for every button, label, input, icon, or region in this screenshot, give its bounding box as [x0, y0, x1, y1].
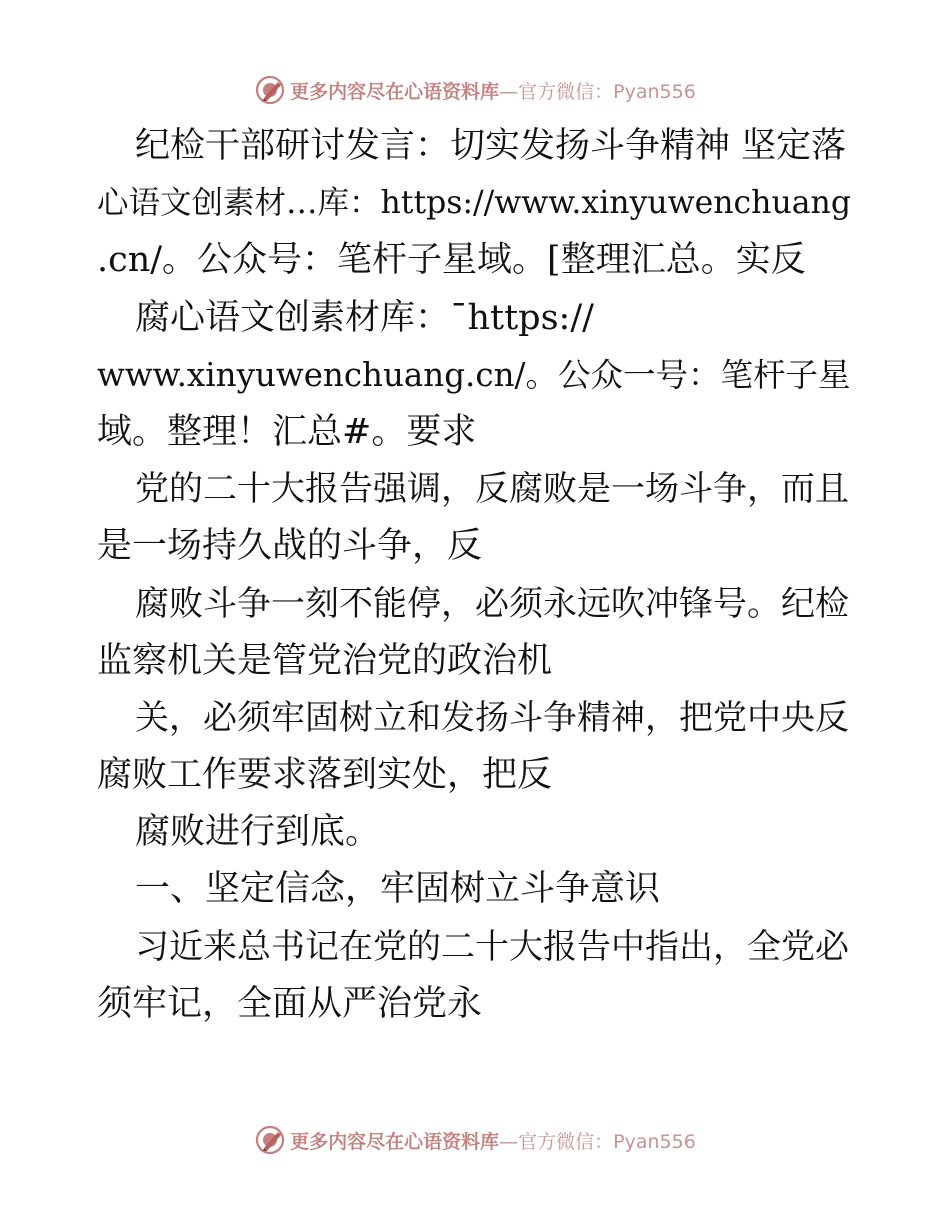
pen-logo-icon	[254, 74, 286, 106]
text-line: 须牢记，全面从严治党永	[97, 983, 483, 1024]
pen-logo-icon	[254, 1124, 286, 1156]
text-line: 关，必须牢固树立和发扬斗争精神，把党中央反	[135, 697, 849, 738]
watermark-brand: 更多内容尽在心语资料库	[290, 1130, 500, 1153]
watermark-contact: —官方微信：Pyan556	[499, 80, 696, 103]
text-line: .cn/。公众号：笔杆子星域。[整理汇总。实反	[97, 240, 806, 281]
text-line: 党的二十大报告强调，反腐败是一场斗争，而且	[135, 469, 849, 510]
text-line: 心语文创素材…库：https://www.xinyuwenchuang	[97, 185, 851, 222]
text-line: 监察机关是管党治党的政治机	[97, 640, 553, 681]
header-watermark	[0, 70, 950, 110]
text-line: 域。整理！汇总#。要求	[97, 411, 477, 452]
text-line: 腐败斗争一刻不能停，必须永远吹冲锋号。纪检	[135, 583, 849, 624]
text-line: 是一场持久战的斗争，反	[97, 526, 483, 567]
section-heading: 一、坚定信念，牢固树立斗争意识	[135, 869, 661, 910]
footer-watermark	[0, 1120, 950, 1160]
text-line: 习近来总书记在党的二十大报告中指出，全党必	[135, 926, 849, 967]
text-line: 纪检干部研讨发言：切实发扬斗争精神 坚定落	[135, 126, 847, 166]
text-line: 腐败进行到底。	[135, 812, 381, 853]
document-body	[97, 118, 857, 1033]
text-line: 腐败工作要求落到实处，把反	[97, 755, 553, 796]
watermark-contact: —官方微信：Pyan556	[499, 1130, 696, 1153]
watermark-brand: 更多内容尽在心语资料库	[290, 80, 500, 103]
text-line: www.xinyuwenchuang.cn/。公众一号：笔杆子星	[97, 355, 851, 394]
text-line: 腐心语文创素材库：¯https://	[135, 297, 594, 338]
